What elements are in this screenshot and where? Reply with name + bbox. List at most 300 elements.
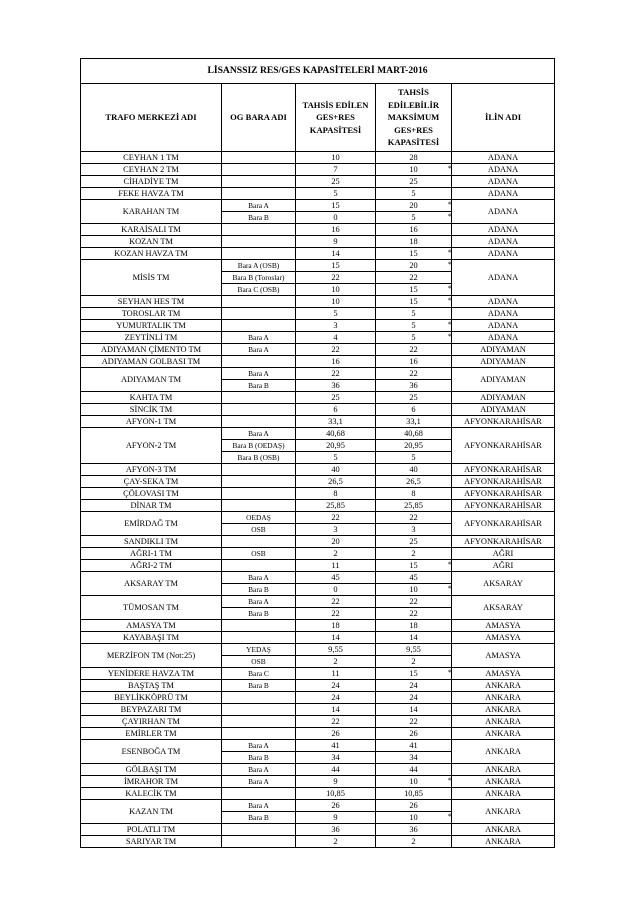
max-capacity-cell	[376, 788, 452, 800]
max-capacity-cell	[376, 560, 452, 572]
max-capacity-cell	[376, 536, 452, 548]
province-cell: ADANA	[452, 200, 555, 224]
og-bara-cell: OSB	[222, 548, 296, 560]
province-cell: ADIYAMAN	[452, 392, 555, 404]
header-tahsis-edilen: TAHSİS EDİLEN GES+RES KAPASİTESİ	[296, 84, 376, 152]
max-capacity-cell	[376, 464, 452, 476]
og-bara-cell	[222, 488, 296, 500]
max-capacity-cell	[376, 212, 452, 224]
max-capacity-cell	[376, 764, 452, 776]
trafo-name-cell: ÇÖLOVASI TM	[81, 488, 222, 500]
province-cell: ANKARA	[452, 740, 555, 764]
og-bara-cell	[222, 728, 296, 740]
trafo-name-cell: AFYON-2 TM	[81, 428, 222, 464]
og-bara-cell: Bara A	[222, 596, 296, 608]
province-cell: ANKARA	[452, 800, 555, 824]
province-cell: AFYONKARAHİSAR	[452, 416, 555, 428]
max-capacity-cell	[376, 356, 452, 368]
max-capacity-cell	[376, 680, 452, 692]
max-capacity-cell	[376, 404, 452, 416]
table-title: LİSANSSIZ RES/GES KAPASİTELERİ MART-2016	[81, 59, 555, 84]
province-cell: ADANA	[452, 236, 555, 248]
og-bara-cell	[222, 692, 296, 704]
table-row	[81, 404, 555, 416]
asterisk-mark: *	[447, 260, 452, 269]
allocated-capacity-cell: 22	[296, 716, 376, 728]
max-capacity-cell	[376, 632, 452, 644]
og-bara-cell: Bara B	[222, 380, 296, 392]
table-row	[81, 776, 555, 788]
allocated-capacity-cell: 9	[296, 236, 376, 248]
table-row	[81, 464, 555, 476]
og-bara-cell: Bara B	[222, 752, 296, 764]
trafo-name-cell: KALECİK TM	[81, 788, 222, 800]
max-capacity-cell	[376, 572, 452, 584]
og-bara-cell	[222, 308, 296, 320]
table-row	[81, 248, 555, 260]
og-bara-cell	[222, 236, 296, 248]
trafo-name-cell: KARAİSALI TM	[81, 224, 222, 236]
og-bara-cell	[222, 152, 296, 164]
table-row	[81, 788, 555, 800]
max-capacity-cell	[376, 716, 452, 728]
max-capacity-cell	[376, 344, 452, 356]
trafo-name-cell: CEYHAN 1 TM	[81, 152, 222, 164]
og-bara-cell: Bara A	[222, 572, 296, 584]
max-capacity-cell	[376, 164, 452, 176]
header-tahsis-edilebilir: TAHSİS EDİLEBİLİR MAKSİMUM GES+RES KAPASİTESİ	[376, 84, 452, 152]
table-row	[81, 680, 555, 692]
trafo-name-cell: AFYON-3 TM	[81, 464, 222, 476]
table-row	[81, 536, 555, 548]
trafo-name-cell: KOZAN HAVZA TM	[81, 248, 222, 260]
max-capacity-cell	[376, 584, 452, 596]
og-bara-cell: Bara A	[222, 740, 296, 752]
province-cell: ANKARA	[452, 716, 555, 728]
max-capacity-cell	[376, 512, 452, 524]
max-capacity-value: 18	[409, 620, 418, 630]
max-capacity-value: 44	[409, 764, 418, 774]
table-row	[81, 416, 555, 428]
trafo-name-cell: ESENBOĞA TM	[81, 740, 222, 764]
province-cell: AFYONKARAHİSAR	[452, 428, 555, 464]
max-capacity-cell	[376, 368, 452, 380]
table-row	[81, 488, 555, 500]
og-bara-cell: OEDAŞ	[222, 512, 296, 524]
og-bara-cell	[222, 464, 296, 476]
allocated-capacity-cell: 5	[296, 308, 376, 320]
og-bara-cell	[222, 836, 296, 848]
max-capacity-value: 16	[409, 224, 418, 234]
max-capacity-cell	[376, 596, 452, 608]
max-capacity-cell	[376, 836, 452, 848]
trafo-name-cell: CİHADİYE TM	[81, 176, 222, 188]
max-capacity-value: 25	[409, 176, 418, 186]
table-row	[81, 308, 555, 320]
province-cell: AKSARAY	[452, 572, 555, 596]
trafo-name-cell: AKSARAY TM	[81, 572, 222, 596]
province-cell: ADANA	[452, 188, 555, 200]
og-bara-cell: Bara B	[222, 812, 296, 824]
max-capacity-value: 18	[409, 236, 418, 246]
max-capacity-cell	[376, 416, 452, 428]
og-bara-cell: Bara A	[222, 368, 296, 380]
max-capacity-value: 15	[409, 284, 418, 294]
asterisk-mark: *	[447, 200, 452, 209]
allocated-capacity-cell: 3	[296, 320, 376, 332]
max-capacity-value: 24	[409, 692, 418, 702]
og-bara-cell	[222, 788, 296, 800]
max-capacity-cell	[376, 752, 452, 764]
allocated-capacity-cell: 8	[296, 488, 376, 500]
table-row	[81, 164, 555, 176]
max-capacity-cell	[376, 620, 452, 632]
allocated-capacity-cell: 7	[296, 164, 376, 176]
max-capacity-value: 40	[409, 464, 418, 474]
table-row	[81, 836, 555, 848]
og-bara-cell: Bara B (OSB)	[222, 452, 296, 464]
trafo-name-cell: AĞRI-1 TM	[81, 548, 222, 560]
allocated-capacity-cell: 0	[296, 212, 376, 224]
og-bara-cell: Bara B	[222, 212, 296, 224]
trafo-name-cell: ZEYTİNLİ TM	[81, 332, 222, 344]
table-row	[81, 356, 555, 368]
allocated-capacity-cell: 25	[296, 392, 376, 404]
trafo-name-cell: ADIYAMAN TM	[81, 368, 222, 392]
allocated-capacity-cell: 36	[296, 824, 376, 836]
allocated-capacity-cell: 11	[296, 560, 376, 572]
max-capacity-value: 22	[409, 368, 418, 378]
table-row	[81, 692, 555, 704]
og-bara-cell: Bara B	[222, 680, 296, 692]
max-capacity-value: 20,95	[404, 440, 423, 450]
max-capacity-value: 28	[409, 152, 418, 162]
allocated-capacity-cell: 22	[296, 272, 376, 284]
trafo-name-cell: EMİRDAĞ TM	[81, 512, 222, 536]
max-capacity-cell	[376, 296, 452, 308]
trafo-name-cell: POLATLI TM	[81, 824, 222, 836]
table-row	[81, 236, 555, 248]
allocated-capacity-cell: 44	[296, 764, 376, 776]
max-capacity-cell	[376, 488, 452, 500]
province-cell: AMASYA	[452, 644, 555, 668]
max-capacity-cell	[376, 644, 452, 656]
max-capacity-value: 14	[409, 632, 418, 642]
asterisk-mark: *	[447, 332, 452, 341]
table-row	[81, 644, 555, 656]
max-capacity-cell	[376, 548, 452, 560]
trafo-name-cell: TOROSLAR TM	[81, 308, 222, 320]
allocated-capacity-cell: 16	[296, 224, 376, 236]
allocated-capacity-cell: 2	[296, 548, 376, 560]
og-bara-cell: Bara A	[222, 776, 296, 788]
table-row	[81, 800, 555, 812]
province-cell: AMASYA	[452, 632, 555, 644]
allocated-capacity-cell: 20	[296, 536, 376, 548]
og-bara-cell	[222, 560, 296, 572]
table-row	[81, 224, 555, 236]
trafo-name-cell: MERZİFON TM (Not:25)	[81, 644, 222, 668]
max-capacity-cell	[376, 236, 452, 248]
province-cell: ADIYAMAN	[452, 368, 555, 392]
max-capacity-value: 22	[409, 596, 418, 606]
og-bara-cell	[222, 320, 296, 332]
trafo-name-cell: AĞRI-2 TM	[81, 560, 222, 572]
max-capacity-value: 10	[409, 812, 418, 822]
province-cell: ANKARA	[452, 704, 555, 716]
og-bara-cell: Bara B (OEDAŞ)	[222, 440, 296, 452]
table-row	[81, 176, 555, 188]
allocated-capacity-cell: 9	[296, 776, 376, 788]
max-capacity-value: 20	[409, 260, 418, 270]
allocated-capacity-cell: 14	[296, 248, 376, 260]
max-capacity-cell	[376, 728, 452, 740]
max-capacity-value: 6	[411, 404, 416, 414]
table-row	[81, 620, 555, 632]
og-bara-cell: OSB	[222, 524, 296, 536]
allocated-capacity-cell: 22	[296, 368, 376, 380]
table-row	[81, 596, 555, 608]
allocated-capacity-cell: 18	[296, 620, 376, 632]
max-capacity-value: 5	[411, 308, 416, 318]
og-bara-cell	[222, 476, 296, 488]
og-bara-cell	[222, 632, 296, 644]
province-cell: ADANA	[452, 260, 555, 296]
allocated-capacity-cell: 22	[296, 608, 376, 620]
trafo-name-cell: BAŞTAŞ TM	[81, 680, 222, 692]
trafo-name-cell: FEKE HAVZA TM	[81, 188, 222, 200]
trafo-name-cell: SARIYAR TM	[81, 836, 222, 848]
allocated-capacity-cell: 36	[296, 380, 376, 392]
asterisk-mark: *	[447, 296, 452, 305]
max-capacity-cell	[376, 800, 452, 812]
allocated-capacity-cell: 10,85	[296, 788, 376, 800]
province-cell: ADIYAMAN	[452, 404, 555, 416]
max-capacity-cell	[376, 320, 452, 332]
og-bara-cell: Bara A	[222, 800, 296, 812]
capacity-table	[80, 58, 555, 848]
allocated-capacity-cell: 22	[296, 512, 376, 524]
province-cell: AKSARAY	[452, 596, 555, 620]
table-row	[81, 344, 555, 356]
trafo-name-cell: ÇAY-SEKA TM	[81, 476, 222, 488]
trafo-name-cell: AFYON-1 TM	[81, 416, 222, 428]
max-capacity-value: 34	[409, 752, 418, 762]
capacity-sheet	[80, 58, 554, 848]
max-capacity-value: 10	[409, 584, 418, 594]
max-capacity-cell	[376, 248, 452, 260]
allocated-capacity-cell: 10	[296, 296, 376, 308]
max-capacity-value: 5	[411, 188, 416, 198]
province-cell: ANKARA	[452, 776, 555, 788]
trafo-name-cell: KOZAN TM	[81, 236, 222, 248]
table-row	[81, 512, 555, 524]
trafo-name-cell: ÇAYIRHAN TM	[81, 716, 222, 728]
max-capacity-cell	[376, 380, 452, 392]
max-capacity-cell	[376, 308, 452, 320]
allocated-capacity-cell: 5	[296, 188, 376, 200]
max-capacity-cell	[376, 692, 452, 704]
province-cell: ADIYAMAN	[452, 356, 555, 368]
max-capacity-value: 22	[409, 512, 418, 522]
max-capacity-value: 10	[409, 776, 418, 786]
province-cell: ADANA	[452, 308, 555, 320]
max-capacity-value: 16	[409, 356, 418, 366]
allocated-capacity-cell: 16	[296, 356, 376, 368]
province-cell: ANKARA	[452, 764, 555, 776]
allocated-capacity-cell: 11	[296, 668, 376, 680]
table-row	[81, 668, 555, 680]
trafo-name-cell: İMRAHOR TM	[81, 776, 222, 788]
trafo-name-cell: GÖLBAŞI TM	[81, 764, 222, 776]
allocated-capacity-cell: 24	[296, 692, 376, 704]
og-bara-cell	[222, 164, 296, 176]
allocated-capacity-cell: 24	[296, 680, 376, 692]
allocated-capacity-cell: 6	[296, 404, 376, 416]
table-row	[81, 560, 555, 572]
allocated-capacity-cell: 15	[296, 200, 376, 212]
asterisk-mark: *	[447, 212, 452, 221]
max-capacity-cell	[376, 260, 452, 272]
og-bara-cell: Bara A	[222, 764, 296, 776]
table-row	[81, 428, 555, 440]
province-cell: ADIYAMAN	[452, 344, 555, 356]
allocated-capacity-cell: 14	[296, 632, 376, 644]
max-capacity-cell	[376, 284, 452, 296]
asterisk-mark: *	[447, 584, 452, 593]
max-capacity-cell	[376, 656, 452, 668]
trafo-name-cell: TÜMOSAN TM	[81, 596, 222, 620]
max-capacity-value: 20	[409, 200, 418, 210]
max-capacity-value: 45	[409, 572, 418, 582]
province-cell: ADANA	[452, 332, 555, 344]
header-og-bara: OG BARA ADI	[222, 84, 296, 152]
trafo-name-cell: DİNAR TM	[81, 500, 222, 512]
province-cell: ANKARA	[452, 788, 555, 800]
max-capacity-value: 26	[409, 728, 418, 738]
trafo-name-cell: KAZAN TM	[81, 800, 222, 824]
province-cell: ADANA	[452, 320, 555, 332]
table-row	[81, 392, 555, 404]
province-cell: AFYONKARAHİSAR	[452, 512, 555, 536]
province-cell: AFYONKARAHİSAR	[452, 464, 555, 476]
allocated-capacity-cell: 41	[296, 740, 376, 752]
allocated-capacity-cell: 2	[296, 656, 376, 668]
province-cell: AFYONKARAHİSAR	[452, 536, 555, 548]
allocated-capacity-cell: 20,95	[296, 440, 376, 452]
max-capacity-value: 26	[409, 800, 418, 810]
allocated-capacity-cell: 10	[296, 284, 376, 296]
allocated-capacity-cell: 26	[296, 728, 376, 740]
og-bara-cell	[222, 356, 296, 368]
trafo-name-cell: MİSİS TM	[81, 260, 222, 296]
max-capacity-value: 25	[409, 536, 418, 546]
og-bara-cell	[222, 224, 296, 236]
max-capacity-value: 36	[409, 824, 418, 834]
trafo-name-cell: SEYHAN HES TM	[81, 296, 222, 308]
max-capacity-value: 8	[411, 488, 416, 498]
og-bara-cell: Bara B	[222, 608, 296, 620]
asterisk-mark: *	[447, 320, 452, 329]
province-cell: AFYONKARAHİSAR	[452, 500, 555, 512]
og-bara-cell: Bara B	[222, 584, 296, 596]
max-capacity-cell	[376, 200, 452, 212]
table-row	[81, 368, 555, 380]
max-capacity-value: 9,55	[406, 644, 421, 654]
max-capacity-value: 25	[409, 392, 418, 402]
max-capacity-value: 5	[411, 212, 416, 222]
max-capacity-value: 5	[411, 452, 416, 462]
allocated-capacity-cell: 40,68	[296, 428, 376, 440]
max-capacity-cell	[376, 440, 452, 452]
og-bara-cell	[222, 392, 296, 404]
max-capacity-value: 41	[409, 740, 418, 750]
max-capacity-value: 22	[409, 272, 418, 282]
allocated-capacity-cell: 9	[296, 812, 376, 824]
province-cell: ADANA	[452, 152, 555, 164]
max-capacity-cell	[376, 476, 452, 488]
allocated-capacity-cell: 26	[296, 800, 376, 812]
og-bara-cell	[222, 176, 296, 188]
max-capacity-value: 3	[411, 524, 416, 534]
allocated-capacity-cell: 22	[296, 596, 376, 608]
trafo-name-cell: KAYABAŞI TM	[81, 632, 222, 644]
og-bara-cell	[222, 704, 296, 716]
province-cell: ANKARA	[452, 824, 555, 836]
province-cell: ANKARA	[452, 692, 555, 704]
og-bara-cell	[222, 416, 296, 428]
max-capacity-cell	[376, 188, 452, 200]
asterisk-mark: *	[447, 812, 452, 821]
table-row	[81, 824, 555, 836]
asterisk-mark: *	[447, 248, 452, 257]
max-capacity-value: 25,85	[404, 500, 423, 510]
province-cell: ANKARA	[452, 836, 555, 848]
province-cell: ANKARA	[452, 728, 555, 740]
table-row	[81, 728, 555, 740]
max-capacity-value: 10	[409, 164, 418, 174]
table-row	[81, 632, 555, 644]
trafo-name-cell: KAHTA TM	[81, 392, 222, 404]
max-capacity-cell	[376, 812, 452, 824]
max-capacity-value: 36	[409, 380, 418, 390]
max-capacity-cell	[376, 392, 452, 404]
table-row	[81, 764, 555, 776]
max-capacity-cell	[376, 224, 452, 236]
max-capacity-value: 15	[409, 296, 418, 306]
province-cell: ADANA	[452, 296, 555, 308]
province-cell: AĞRI	[452, 548, 555, 560]
header-il: İLİN ADI	[452, 84, 555, 152]
allocated-capacity-cell: 10	[296, 152, 376, 164]
province-cell: ADANA	[452, 164, 555, 176]
allocated-capacity-cell: 34	[296, 752, 376, 764]
max-capacity-value: 2	[411, 656, 416, 666]
max-capacity-value: 24	[409, 680, 418, 690]
trafo-name-cell: ADIYAMAN GOLBASI TM	[81, 356, 222, 368]
province-cell: ANKARA	[452, 680, 555, 692]
max-capacity-cell	[376, 500, 452, 512]
trafo-name-cell: ADIYAMAN ÇİMENTO TM	[81, 344, 222, 356]
og-bara-cell: Bara C (OSB)	[222, 284, 296, 296]
max-capacity-cell	[376, 740, 452, 752]
og-bara-cell	[222, 248, 296, 260]
og-bara-cell	[222, 188, 296, 200]
trafo-name-cell: AMASYA TM	[81, 620, 222, 632]
og-bara-cell: Bara A	[222, 332, 296, 344]
max-capacity-value: 10,85	[404, 788, 423, 798]
table-row	[81, 740, 555, 752]
